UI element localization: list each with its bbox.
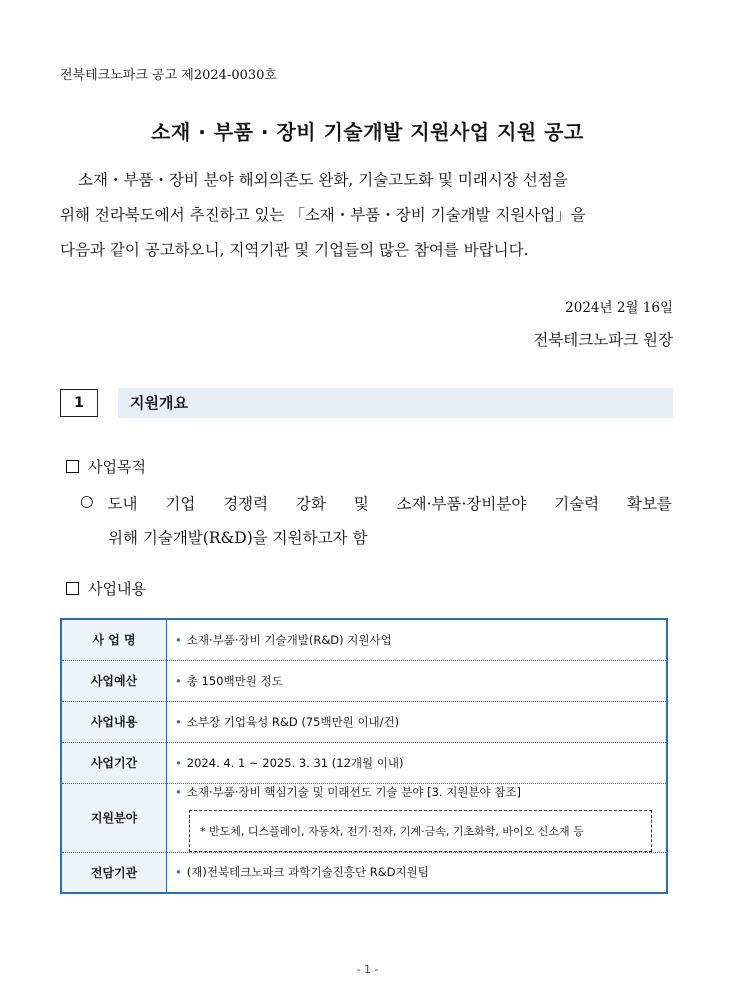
bullet-dot-icon: • [175,755,182,770]
row-value-text: 총 150백만원 정도 [186,673,283,688]
row-label: 전담기관 [61,852,167,893]
row-value [167,742,668,783]
row-value [167,701,668,742]
checkbox-square-icon [66,582,79,595]
row-value-text: 2024. 4. 1 ~ 2025. 3. 31 (12개월 이내) [186,755,404,770]
page-title: 소재 · 부품 · 장비 기술개발 지원사업 지원 공고 [151,120,584,144]
section-header-bar [118,388,673,418]
table-row [61,852,667,893]
purpose-word: 확보를 [626,495,672,513]
purpose-text-1 [108,492,672,514]
announcement-date: 2024년 2월 16일 [565,300,673,316]
purpose-word: 강화 [295,495,326,513]
section-number: 1 [60,389,98,417]
row-value [167,619,668,660]
purpose-heading-label: 사업목적 [88,458,146,476]
purpose-line-2: 위해 기술개발(R&D)을 지원하고자 함 [108,529,368,547]
purpose-word: 도내 [107,495,138,513]
row-label: 사업내용 [61,701,167,742]
program-info-table [60,618,668,894]
bullet-dot-icon: • [175,865,182,880]
signer: 전북테크노파크 원장 [533,331,673,349]
row-label: 사업기간 [61,742,167,783]
intro-line-2: 위해 전라북도에서 추진하고 있는 「소재・부품・장비 기술개발 지원사업」을 [60,206,586,224]
intro-line-3: 다음과 같이 공고하오니, 지역기관 및 기업들의 많은 참여를 바랍니다. [60,241,529,259]
purpose-word: 경쟁력 [223,495,269,513]
page-number: - 1 - [356,963,379,976]
intro-line-1: 소재・부품・장비 분야 해외의존도 완화, 기술고도화 및 미래시장 선점을 [78,171,568,189]
table-row [61,619,667,660]
table-row [61,783,667,852]
content-heading-label: 사업내용 [88,580,146,598]
bullet-dot-icon: • [175,673,182,688]
table-row [61,660,667,701]
row-value-text: 소부장 기업육성 R&D (75백만원 이내/건) [186,714,400,729]
field-note-box: * 반도체, 디스플레이, 자동차, 전기·전자, 기계·금속, 기초화학, 바이오 신소재 등 [189,810,652,852]
row-value [167,783,668,852]
bullet-dot-icon: • [175,784,182,799]
purpose-line-1 [80,492,672,514]
content-heading [66,578,146,599]
purpose-heading [66,456,146,477]
section-title: 지원개요 [130,394,188,412]
row-value-text: 소재·부품·장비 핵심기술 및 미래선도 기술 분야 [3. 지원분야 참조] [186,784,522,799]
bullet-dot-icon: • [175,632,182,647]
row-label: 사업예산 [61,660,167,701]
row-value-text: (재)전북테크노파크 과학기술진흥단 R&D지원팀 [186,865,429,880]
circle-bullet-icon: ○ [80,492,94,510]
table-row [61,701,667,742]
purpose-word: 기업 [165,495,196,513]
bullet-dot-icon: • [175,714,182,729]
purpose-word: 소재·부품·장비분야 [396,495,527,513]
row-value [167,660,668,701]
row-value-text: 소재·부품·장비 기술개발(R&D) 지원사업 [186,632,392,647]
row-value [167,852,668,893]
table-row [61,742,667,783]
row-label: 사 업 명 [61,619,167,660]
checkbox-square-icon [66,460,79,473]
notice-number: 전북테크노파크 공고 제2024-0030호 [60,68,277,83]
row-label: 지원분야 [61,783,167,852]
purpose-word: 및 [353,495,369,513]
purpose-word: 기술력 [554,495,600,513]
